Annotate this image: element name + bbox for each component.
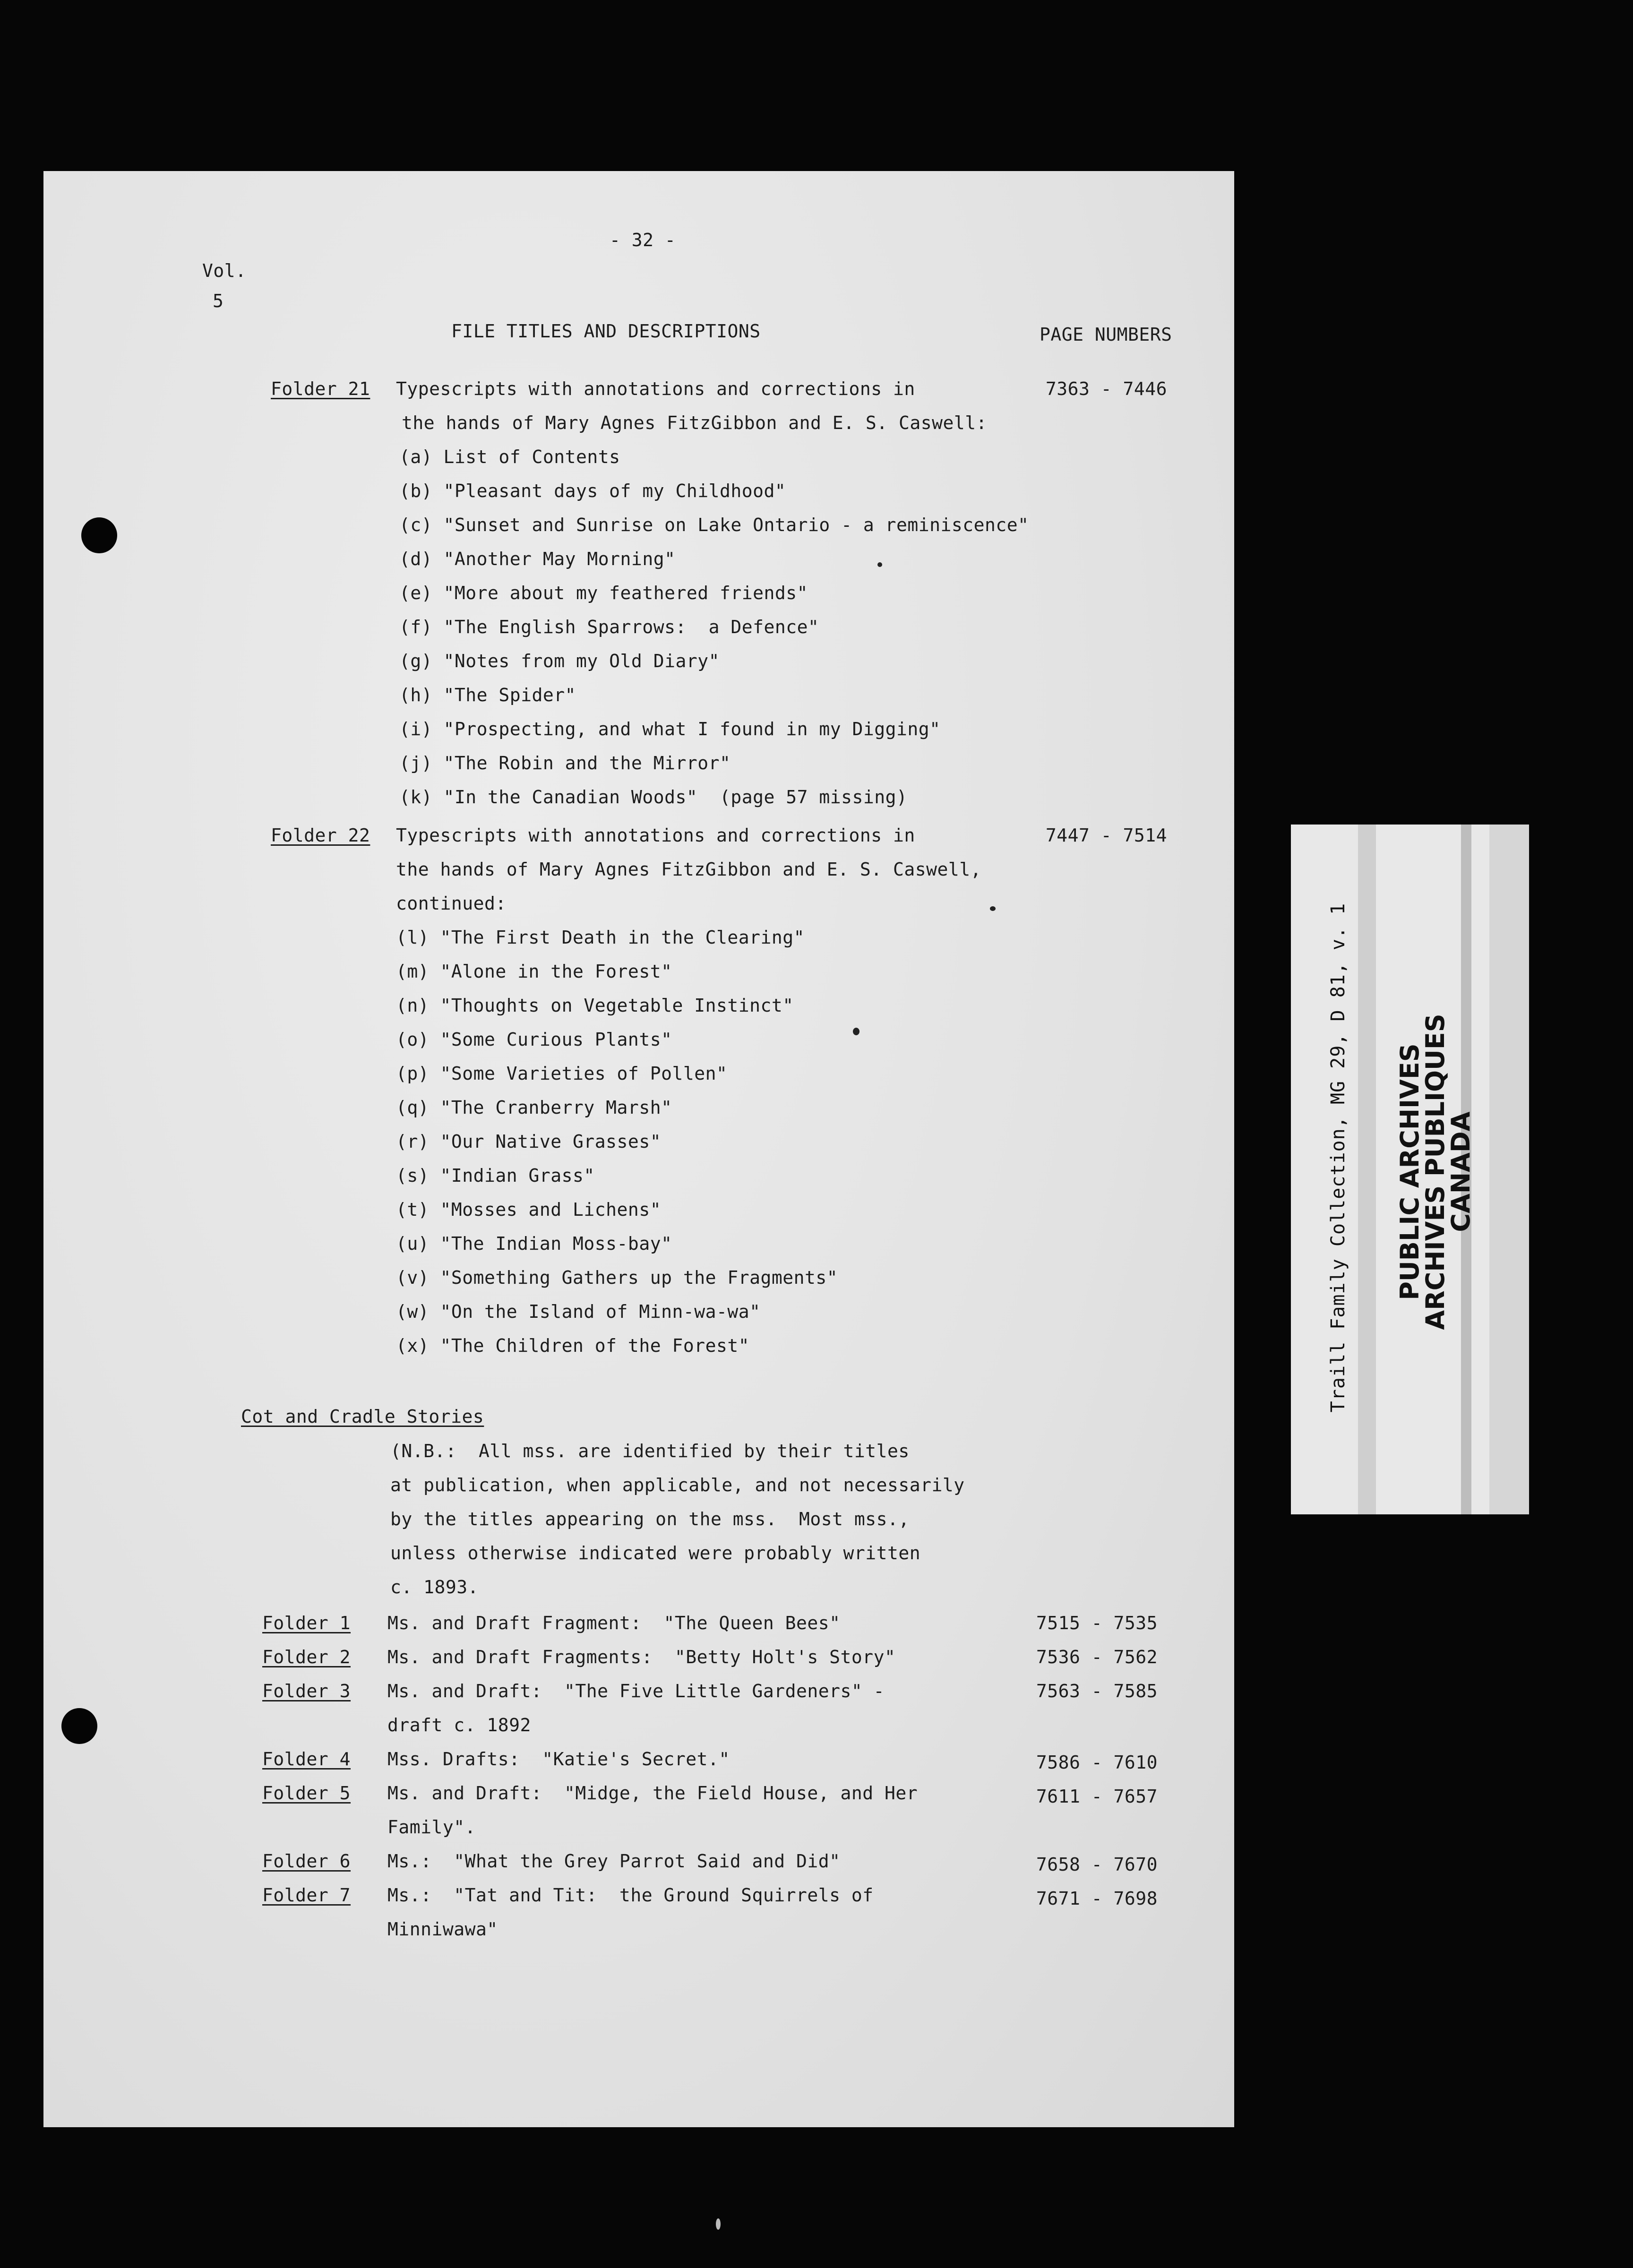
folder-7-title-cont: Minniwawa": [387, 1919, 498, 1940]
list-item: (m) "Alone in the Forest": [396, 961, 672, 982]
note-line: by the titles appearing on the mss. Most mss.,: [390, 1509, 910, 1529]
list-item: (b) "Pleasant days of my Childhood": [399, 481, 786, 501]
list-item: Typescripts with annotations and corrections in: [396, 378, 915, 399]
folder-3-title-cont: draft c. 1892: [387, 1715, 531, 1735]
note-line: c. 1893.: [390, 1577, 479, 1598]
folder-22-label: Folder 22: [271, 825, 370, 846]
list-item: (q) "The Cranberry Marsh": [396, 1097, 672, 1118]
folder-6-title: Ms.: "What the Grey Parrot Said and Did": [387, 1851, 841, 1872]
folder-5-pages: 7611 - 7657: [1036, 1786, 1158, 1807]
folder-5-label: Folder 5: [262, 1783, 351, 1804]
punch-hole-top: [81, 517, 117, 553]
folder-4-title: Mss. Drafts: "Katie's Secret.": [387, 1749, 730, 1770]
ink-speck: [877, 562, 882, 567]
list-item: (o) "Some Curious Plants": [396, 1029, 672, 1050]
folder-6-pages: 7658 - 7670: [1036, 1854, 1158, 1875]
folder-1-label: Folder 1: [262, 1613, 351, 1633]
folder-2-pages: 7536 - 7562: [1036, 1647, 1158, 1667]
list-item: (e) "More about my feathered friends": [399, 583, 808, 603]
list-item: (p) "Some Varieties of Pollen": [396, 1063, 728, 1084]
page-number: - 32 -: [610, 230, 676, 250]
list-item: (a) List of Contents: [399, 447, 620, 467]
folder-3-title: Ms. and Draft: "The Five Little Gardeners" -: [387, 1681, 885, 1701]
folder-5-title: Ms. and Draft: "Midge, the Field House, and Her: [387, 1783, 918, 1804]
list-item: (k) "In the Canadian Woods" (page 57 missing): [399, 787, 908, 808]
list-item: (i) "Prospecting, and what I found in my Digging": [399, 719, 941, 739]
note-line: at publication, when applicable, and not necessarily: [390, 1475, 965, 1495]
list-item: (f) "The English Sparrows: a Defence": [399, 617, 819, 637]
label-band: [1489, 825, 1529, 1514]
folder-5-title-cont: Family".: [387, 1817, 476, 1838]
archive-label: [1291, 825, 1529, 1514]
list-item: (h) "The Spider": [399, 685, 576, 705]
folder-3-label: Folder 3: [262, 1681, 351, 1701]
list-item: (r) "Our Native Grasses": [396, 1131, 662, 1152]
list-item: the hands of Mary Agnes FitzGibbon and E. S. Caswell,: [396, 859, 982, 880]
list-item: (s) "Indian Grass": [396, 1165, 595, 1186]
folder-6-label: Folder 6: [262, 1851, 351, 1872]
folder-2-label: Folder 2: [262, 1647, 351, 1667]
list-item: (d) "Another May Morning": [399, 549, 676, 569]
archives-stamp: [1397, 865, 1478, 1479]
folder-2-title: Ms. and Draft Fragments: "Betty Holt's Story": [387, 1647, 896, 1667]
list-item: (v) "Something Gathers up the Fragments": [396, 1267, 838, 1288]
list-item: continued:: [396, 893, 507, 914]
folder-4-pages: 7586 - 7610: [1036, 1752, 1158, 1773]
folder-3-pages: 7563 - 7585: [1036, 1681, 1158, 1701]
ink-speck: [853, 1028, 859, 1035]
vol-label: Vol.: [202, 260, 247, 281]
list-item: (g) "Notes from my Old Diary": [399, 651, 720, 671]
stamp-line: ARCHIVES PUBLIQUES: [1420, 1014, 1450, 1330]
folder-21-pages: 7363 - 7446: [1045, 378, 1167, 399]
list-item: (u) "The Indian Moss-bay": [396, 1233, 672, 1254]
list-item: (w) "On the Island of Minn-wa-wa": [396, 1301, 761, 1322]
punch-hole-bottom: [61, 1708, 97, 1744]
stamp-line: CANADA: [1446, 1111, 1476, 1232]
list-item: (t) "Mosses and Lichens": [396, 1199, 662, 1220]
folder-22-pages: 7447 - 7514: [1045, 825, 1167, 846]
column-heading-pages: PAGE NUMBERS: [1040, 324, 1172, 345]
note-line: (N.B.: All mss. are identified by their titles: [390, 1441, 910, 1461]
label-band: [1358, 825, 1376, 1514]
column-heading-titles: FILE TITLES AND DESCRIPTIONS: [451, 321, 761, 342]
ink-speck: [716, 2218, 721, 2230]
folder-7-title: Ms.: "Tat and Tit: the Ground Squirrels of: [387, 1885, 874, 1906]
note-line: unless otherwise indicated were probably written: [390, 1543, 921, 1564]
section-heading: Cot and Cradle Stories: [241, 1406, 484, 1427]
list-item: Typescripts with annotations and corrections in: [396, 825, 915, 846]
folder-7-label: Folder 7: [262, 1885, 351, 1906]
list-item: (l) "The First Death in the Clearing": [396, 927, 805, 948]
list-item: (n) "Thoughts on Vegetable Instinct": [396, 995, 794, 1016]
list-item: (c) "Sunset and Sunrise on Lake Ontario - a reminiscence": [399, 515, 1029, 535]
folder-21-label: Folder 21: [271, 378, 370, 399]
folder-7-pages: 7671 - 7698: [1036, 1888, 1158, 1909]
list-item: (j) "The Robin and the Mirror": [399, 753, 731, 773]
folder-1-pages: 7515 - 7535: [1036, 1613, 1158, 1633]
folder-1-title: Ms. and Draft Fragment: "The Queen Bees": [387, 1613, 841, 1633]
list-item: the hands of Mary Agnes FitzGibbon and E. S. Caswell:: [402, 412, 988, 433]
folder-4-label: Folder 4: [262, 1749, 351, 1770]
list-item: (x) "The Children of the Forest": [396, 1335, 750, 1356]
collection-reference: Traill Family Collection, MG 29, D 81, v. 1: [1327, 902, 1349, 1413]
stamp-line: PUBLIC ARCHIVES: [1395, 1043, 1425, 1300]
vol-number: 5: [213, 291, 224, 311]
ink-speck: [990, 906, 996, 911]
